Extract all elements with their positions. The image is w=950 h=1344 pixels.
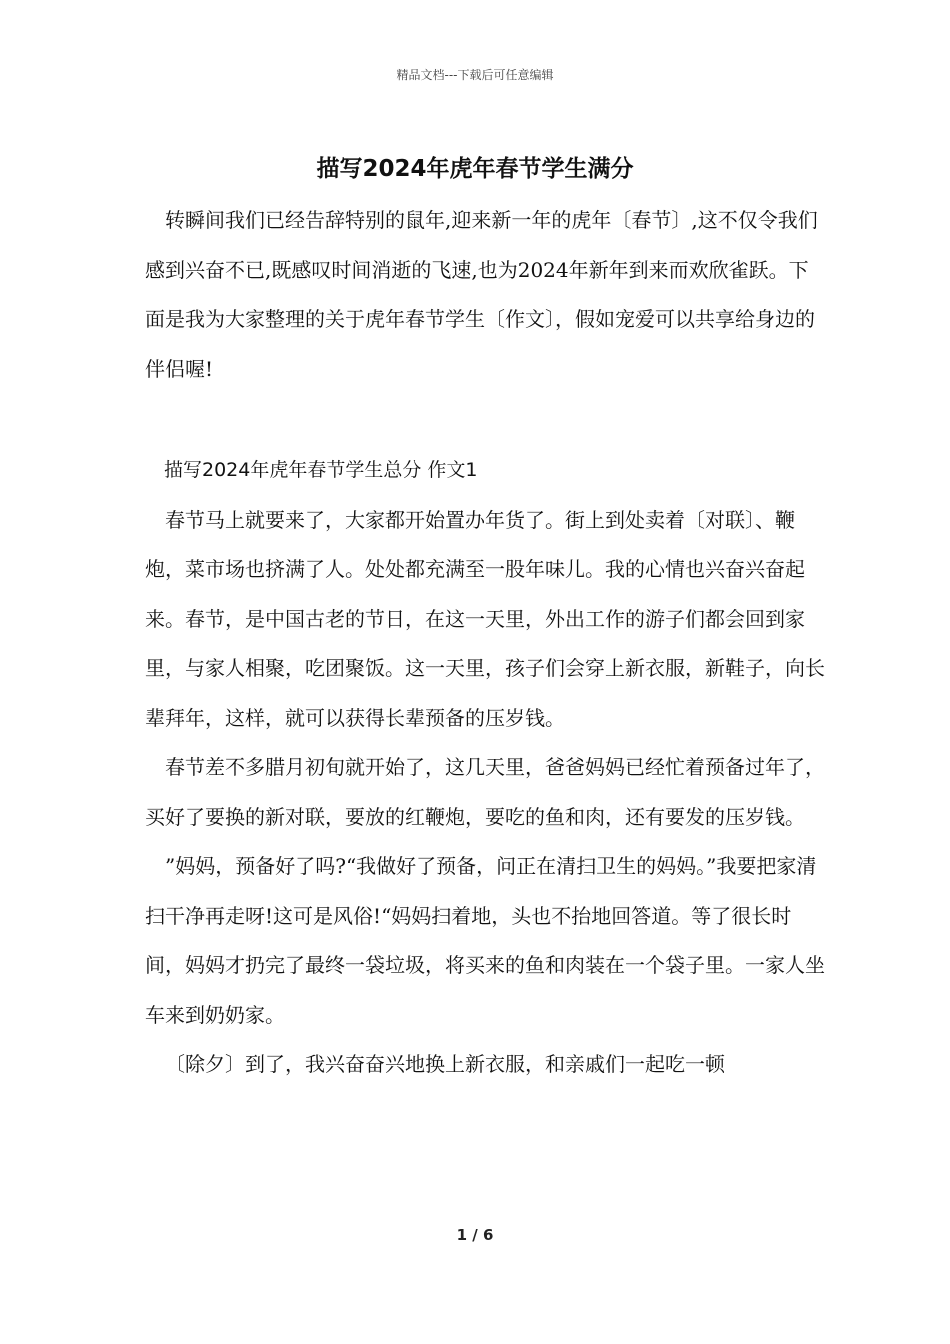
header-note: 精品文档---下载后可任意编辑 xyxy=(396,68,554,82)
paragraph-1: 春节马上就要来了，大家都开始置办年货了。街上到处卖着〔对联〕、鞭炮，菜市场也挤满了人。处处都充满至一股年味儿。我的心情也兴奋兴奋起来。春节，是中国古老的节日，在这一天里，外出工作的游子们都会回到家里，与家人相聚，吃团聚饭。这一天里，孩子们会穿上新衣服，新鞋子，向长辈拜年，这样，就可以获得长辈预备的压岁钱。 xyxy=(145,507,825,730)
document-title: 描写2024年虎年春节学生满分 xyxy=(316,156,634,182)
intro-paragraph: 转瞬间我们已经告辞特别的鼠年,迎来新一年的虎年〔春节〕,这不仅令我们感到兴奋不已,既感叹时间消逝的飞速,也为2024年新年到来而欢欣雀跃。下面是我为大家整理的关于虎年春节学生〔作文〕，假如宠爱可以共享给身边的伴侣喔! xyxy=(145,208,818,381)
paragraph-4: 〔除夕〕到了，我兴奋奋兴地换上新衣服，和亲戚们一起吃一顿 xyxy=(165,1052,725,1076)
intro-block xyxy=(145,196,825,394)
section-title: 描写2024年虎年春节学生总分 作文1 xyxy=(164,459,478,481)
paragraph-2: 春节差不多腊月初旬就开始了，这几天里，爸爸妈妈已经忙着预备过年了，买好了要换的新对联，要放的红鞭炮，要吃的鱼和肉，还有要发的压岁钱。 xyxy=(145,755,825,829)
paragraph-3: ”妈妈，预备好了吗?“我做好了预备，问正在清扫卫生的妈妈。”我要把家清扫干净再走呀!这可是风俗!“妈妈扫着地，头也不抬地回答道。等了很长时间，妈妈才扔完了最终一袋垃圾，将买来的鱼和肉装在一个袋子里。一家人坐车来到奶奶家。 xyxy=(145,854,825,1027)
article-block xyxy=(145,446,825,1090)
page-number: 1 / 6 xyxy=(456,1226,494,1244)
